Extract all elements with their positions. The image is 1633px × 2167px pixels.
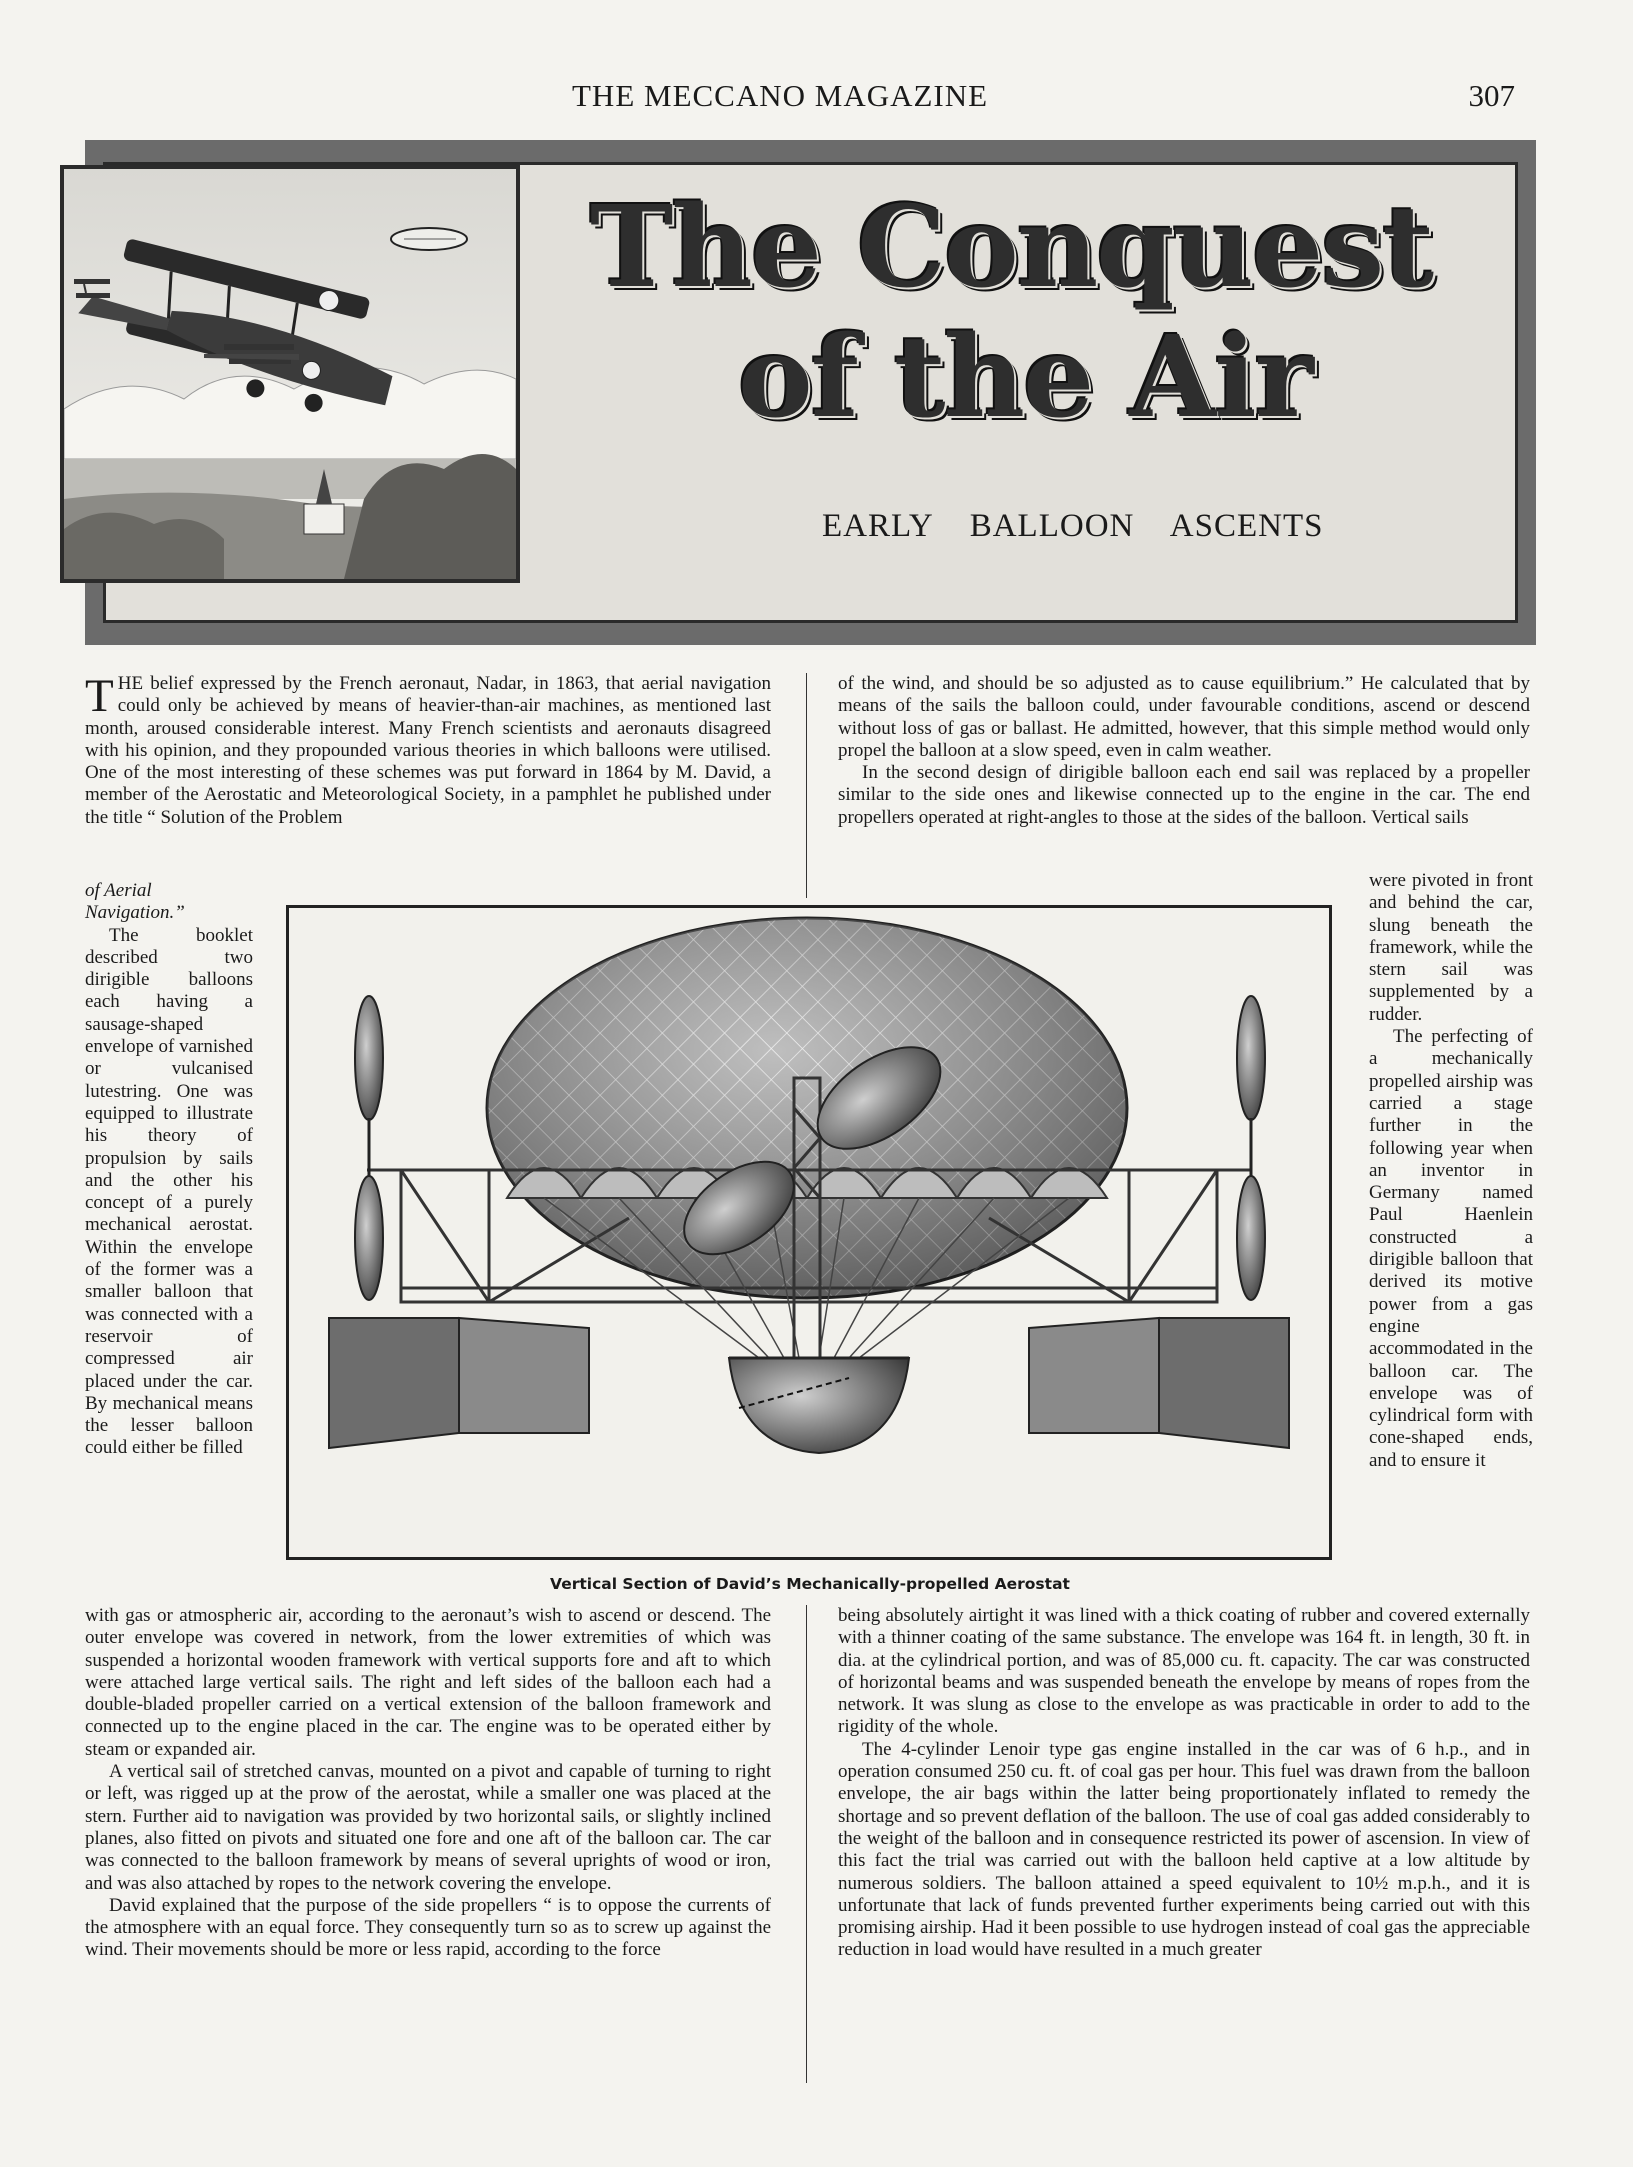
banner-title-line1: The Conquest [590, 182, 1433, 313]
page-number: 307 [1468, 78, 1515, 113]
paragraph: David explained that the purpose of the side propellers “ is to oppose the currents of the atmosphere with an equal force. They consequently turn so as to screw up against the wind. Their movements should be more or less rapid, according to the force [85, 1894, 771, 1961]
column-divider [806, 1605, 807, 2083]
paragraph: The 4-cylinder Lenoir type gas engine installed in the car was of 6 h.p., and in operation consumed 250 cu. ft. of coal gas per hour. This fuel was drawn from the balloon envelope, the air bags within the latter being proportionately inflated to remedy the shortage and so prevent deflation of the balloon. The use of coal gas added considerably to the weight of the balloon and in consequence restricted its power of ascension. In view of this fact the trial was carried out with the balloon held captive at a low altitude by numerous soldiers. The balloon attained a speed equivalent to 10½ m.p.h., and it is unfortunate that lack of funds prevented further experiments being carried out with this promising airship. Had it been possible to use hydrogen instead of coal gas the appreciable reduction in load would have resulted in a much greater [838, 1738, 1530, 1961]
column2-top [838, 673, 1530, 829]
aerostat-diagram-figure [286, 905, 1332, 1560]
running-head [0, 78, 1633, 126]
paragraph: The perfecting of a mechanically propelled airship was carried a stage further in the following year when an inventor in Germany named Paul Haenlein constructed a dirigible balloon that derived its motive power from a gas engine accommodated in the balloon car. The envelope was of cylindrical form with cone-shaped ends, and to ensure it [1369, 1026, 1533, 1471]
magazine-title: THE MECCANO MAGAZINE [572, 78, 989, 113]
intro-paragraph: THE belief expressed by the French aeronaut, Nadar, in 1863, that aerial navigation could only be achieved by means of heavier-than-air machines, as mentioned last month, aroused considerable interest. Many French scientists and aeronauts disagreed with his opinion, and they propounded various theories in which balloons were utilised. One of the most interesting of these schemes was put forward in 1864 by M. David, a member of the Aerostatic and Meteorological Society, in a pamphlet he published under the title “ Solution of the Problem [85, 670, 771, 828]
column2-bottom [838, 1605, 1530, 1962]
paragraph: being absolutely airtight it was lined with a thick coating of rubber and covered externally with a thinner coating of the same substance. The envelope was 164 ft. in length, 30 ft. in dia. at the cylindrical portion, and was of 85,000 cu. ft. capacity. The car was constructed of horizontal beams and was suspended beneath the envelope by means of ropes from the network. It was slung as close to the envelope as was practicable in order to add to the rigidity of the whole. [838, 1605, 1530, 1738]
aviation-scene-illustration [60, 165, 520, 583]
aerostat-diagram [289, 908, 1329, 1557]
paragraph: of the wind, and should be so adjusted as to cause equilibrium.” He calculated that by means of the sails the balloon could, under favourable conditions, ascend or descend without loss of gas or ballast. He admitted, however, that this simple method would only propel the balloon at a slow speed, even in calm weather. [838, 673, 1530, 761]
banner-title-line2: of the Air [738, 312, 1312, 443]
paragraph: with gas or atmospheric air, according to the aeronaut’s wish to ascend or descend. The outer envelope was covered in network, from the lower extremities of which was suspended a horizontal wooden framework with vertical supports fore and aft to which were attached large vertical sails. The right and left sides of the balloon each had a double-bladed propeller carried on a vertical extension of the balloon framework and connected up to the engine placed in the car. The engine was to be operated either by steam or expanded air. [85, 1605, 771, 1760]
paragraph: A vertical sail of stretched canvas, mounted on a pivot and capable of turning to right or left, was rigged up at the prow of the aerostat, while a smaller one was placed at the stern. Further aid to navigation was provided by two horizontal sails, or slightly inclined planes, also fitted on pivots and situated one fore and one aft of the balloon car. The car was connected to the balloon framework by means of several uprights of wood or iron, and was also attached by ropes to the network covering the envelope. [85, 1761, 771, 1894]
figure-caption: Vertical Section of David’s Mechanically-propelled Aerostat [550, 1575, 1070, 1593]
paragraph: In the second design of dirigible balloon each end sail was replaced by a propeller similar to the side ones and likewise connected up to the engine in the car. The end propellers operated at right-angles to those at the sides of the balloon. Vertical sails [838, 762, 1530, 828]
column-divider [806, 673, 807, 898]
column2-narrow [1369, 870, 1533, 1472]
paragraph: The booklet described two dirigible balloons each having a sausage-shaped envelope of varnished or vulcanised lutestring. One was equipped to illustrate his theory of propulsion by sails and the other his concept of a purely mechanical aerostat. Within the envelope of the former was a smaller balloon that was connected with a reservoir of compressed air placed under the car. By mechanical means the lesser balloon could either be filled [85, 924, 253, 1459]
column1-narrow [85, 880, 253, 1460]
title-reference: of Aerial Navigation.” [85, 880, 185, 924]
column1-top [85, 670, 771, 829]
column1-bottom [85, 1605, 771, 1962]
drop-cap: T [85, 670, 114, 722]
banner-subtitle: EARLY BALLOON ASCENTS [822, 508, 1324, 544]
paragraph: were pivoted in front and behind the car, slung beneath the framework, while the stern sail was supplemented by a rudder. [1369, 870, 1533, 1025]
